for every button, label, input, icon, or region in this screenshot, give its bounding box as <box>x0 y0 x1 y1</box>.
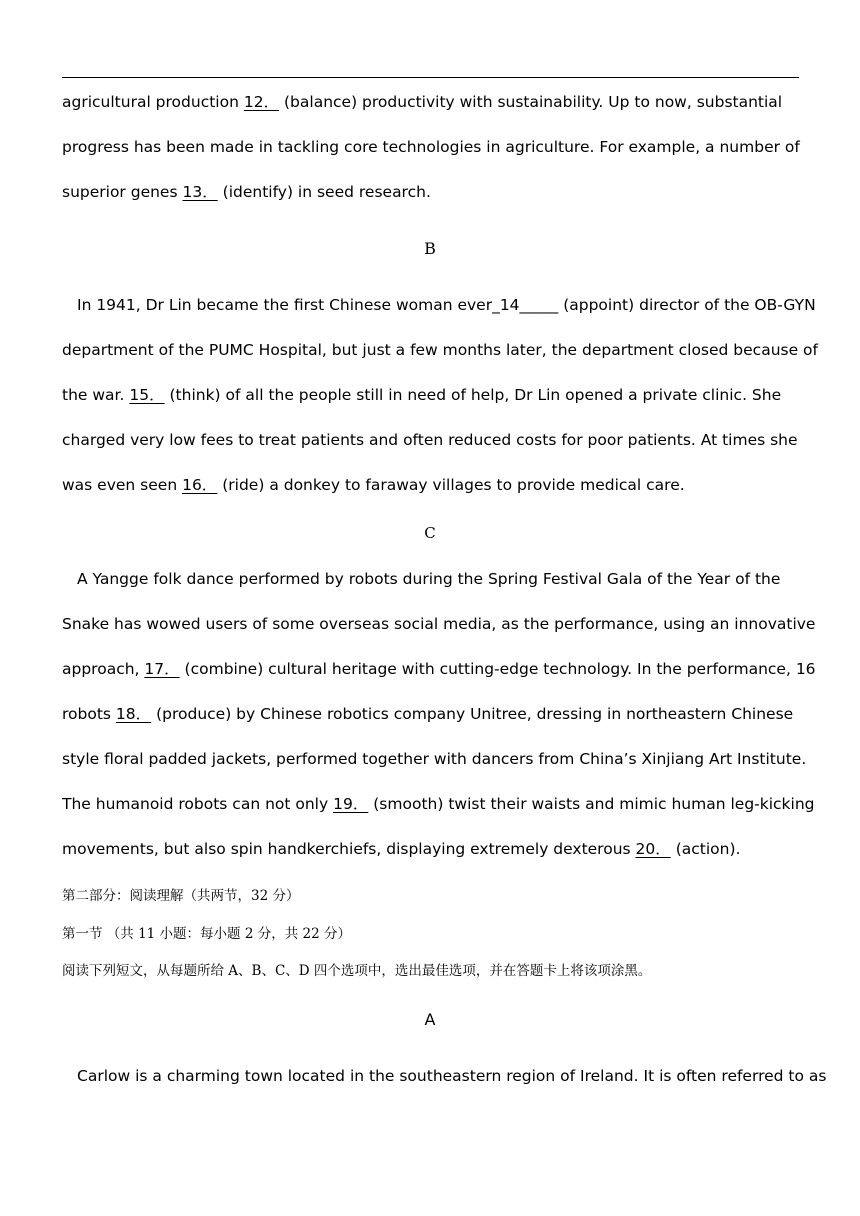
text-span: approach, <box>62 660 145 678</box>
text-span: was even seen <box>62 476 183 494</box>
text-span: movements, but also spin handkerchiefs, displaying extremely dexterous <box>62 840 636 858</box>
section-heading-b: B <box>424 239 436 258</box>
section-one-title: 第一节 （共 11 小题：每小题 2 分，共 22 分） <box>62 926 351 942</box>
text-span: robots <box>62 705 116 723</box>
text-span: (think) of all the people still in need of help, Dr Lin opened a private clinic. She <box>164 386 782 404</box>
section-heading-c: C <box>424 524 436 542</box>
instructions: 阅读下列短文，从每题所给 A、B、C、D 四个选项中，选出最佳选项，并在答题卡上将该项涂黑。 <box>62 963 652 979</box>
text-span: (action). <box>670 840 741 858</box>
passage-b-line-1: In 1941, Dr Lin became the first Chinese woman ever_14_____ (appoint) director of the OB-GYN <box>77 296 816 314</box>
part-two-title: 第二部分：阅读理解（共两节，32 分） <box>62 888 300 904</box>
passage-c-line-3 <box>62 659 816 679</box>
blank-12[interactable]: 12． <box>243 93 280 111</box>
text-span: (ride) a donkey to faraway villages to provide medical care. <box>217 476 685 494</box>
text-span: (produce) by Chinese robotics company Unitree, dressing in northeastern Chinese <box>151 705 794 723</box>
blank-13[interactable]: 13． <box>182 183 218 201</box>
header-rule <box>62 77 799 78</box>
blank-19[interactable]: 19． <box>333 795 369 813</box>
blank-17[interactable]: 17． <box>144 660 180 678</box>
blank-15[interactable]: 15． <box>129 386 165 404</box>
passage-b-line-5 <box>62 475 685 495</box>
passage-c-line-6 <box>62 794 815 814</box>
blank-16[interactable]: 16． <box>182 476 218 494</box>
text-span: the war. <box>62 386 130 404</box>
blank-20[interactable]: 20． <box>635 840 671 858</box>
passage-c-line-4 <box>62 704 793 724</box>
text-span: The humanoid robots can not only <box>62 795 334 813</box>
passage-c-line-1: A Yangge folk dance performed by robots during the Spring Festival Gala of the Year of the <box>77 570 781 588</box>
passage-c-line-5: style floral padded jackets, performed together with dancers from China’s Xinjiang Art Institute. <box>62 750 807 768</box>
text-span: (balance) productivity with sustainability. Up to now, substantial <box>279 93 783 111</box>
passage-b-line-3 <box>62 385 781 405</box>
passage-a-line-2: progress has been made in tackling core technologies in agriculture. For example, a number of <box>62 138 800 156</box>
text-span: (identify) in seed research. <box>217 183 431 201</box>
passage-a-line-3 <box>62 182 431 202</box>
passage-c-line-2: Snake has wowed users of some overseas social media, as the performance, using an innovative <box>62 615 816 633</box>
passage-b-line-2: department of the PUMC Hospital, but just a few months later, the department closed because of <box>62 341 818 359</box>
text-span: (smooth) twist their waists and mimic human leg-kicking <box>368 795 815 813</box>
passage-a-line-1 <box>62 92 782 112</box>
reading-a-line-1: Carlow is a charming town located in the southeastern region of Ireland. It is often referred to as <box>77 1067 827 1085</box>
section-heading-reading-a: A <box>424 1010 436 1029</box>
text-span: (combine) cultural heritage with cutting-edge technology. In the performance, 16 <box>179 660 816 678</box>
passage-c-line-7 <box>62 839 740 859</box>
passage-b-line-4: charged very low fees to treat patients and often reduced costs for poor patients. At times she <box>62 431 798 449</box>
blank-18[interactable]: 18． <box>115 705 152 723</box>
text-span: superior genes <box>62 183 183 201</box>
text-span: agricultural production <box>62 93 244 111</box>
